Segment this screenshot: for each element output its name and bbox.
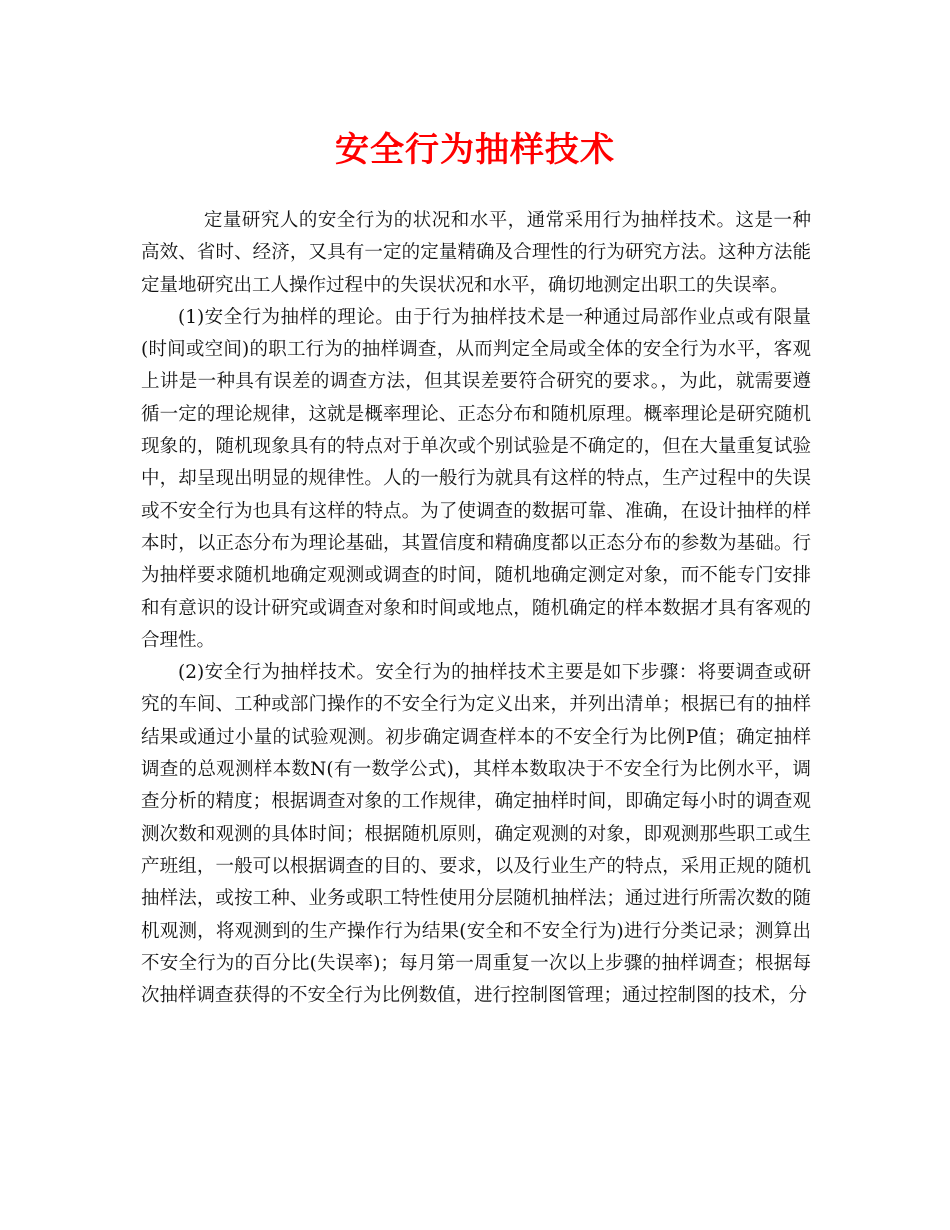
paragraph-theory: (1)安全行为抽样的理论。由于行为抽样技术是一种通过局部作业点或有限量(时间或空间)的职工行为的抽样调查，从而判定全局或全体的安全行为水平，客观上讲是一种具有误差的调查方法，但其误差要符合研究的要求。，为此，就需要遵循一定的理论规律，这就是概率理论、正态分布和随机原理。概率理论是研究随机现象的，随机现象具有的特点对于单次或个别试验是不确定的，但在大量重复试验中，却呈现出明显的规律性。人的一般行为就具有这样的特点，生产过程中的失误或不安全行为也具有这样的特点。为了使调查的数据可靠、准确，在设计抽样的样本时，以正态分布为理论基础，其置信度和精确度都以正态分布的参数为基础。行为抽样要求随机地确定观测或调查的时间，随机地确定测定对象，而不能专门安排和有意识的设计研究或调查对象和时间或地点，随机确定的样本数据才具有客观的合理性。 (141, 306, 811, 651)
document-title: 安全行为抽样技术 (335, 130, 615, 170)
paragraph-technique: (2)安全行为抽样技术。安全行为的抽样技术主要是如下步骤：将要调查或研究的车间、工种或部门操作的不安全行为定义出来，并列出清单；根据已有的抽样结果或通过小量的试验观测。初步确定调查样本的不安全行为比例P值；确定抽样调查的总观测样本数N(有一数学公式)，其样本数取决于不安全行为比例水平，调查分析的精度；根据调查对象的工作规律，确定抽样时间，即确定每小时的调查观测次数和观测的具体时间；根据随机原则，确定观测的对象，即观测那些职工或生产班组，一般可以根据调查的目的、要求，以及行业生产的特点，采用正规的随机抽样法，或按工种、业务或职工特性使用分层随机抽样法；通过进行所需次数的随机观测，将观测到的生产操作行为结果(安全和不安全行为)进行分类记录；测算出不安全行为的百分比(失误率)；每月第一周重复一次以上步骤的抽样调查；根据每次抽样调查获得的不安全行为比例数值，进行控制图管理；通过控制图的技术，分 (141, 662, 811, 1007)
paragraph-intro: 定量研究人的安全行为的状况和水平，通常采用行为抽样技术。这是一种高效、省时、经济，又具有一定的定量精确及合理性的行为研究方法。这种方法能定量地研究出工人操作过程中的失误状况和水平，确切地测定出职工的失误率。 (141, 210, 811, 296)
document-body (141, 205, 811, 1012)
